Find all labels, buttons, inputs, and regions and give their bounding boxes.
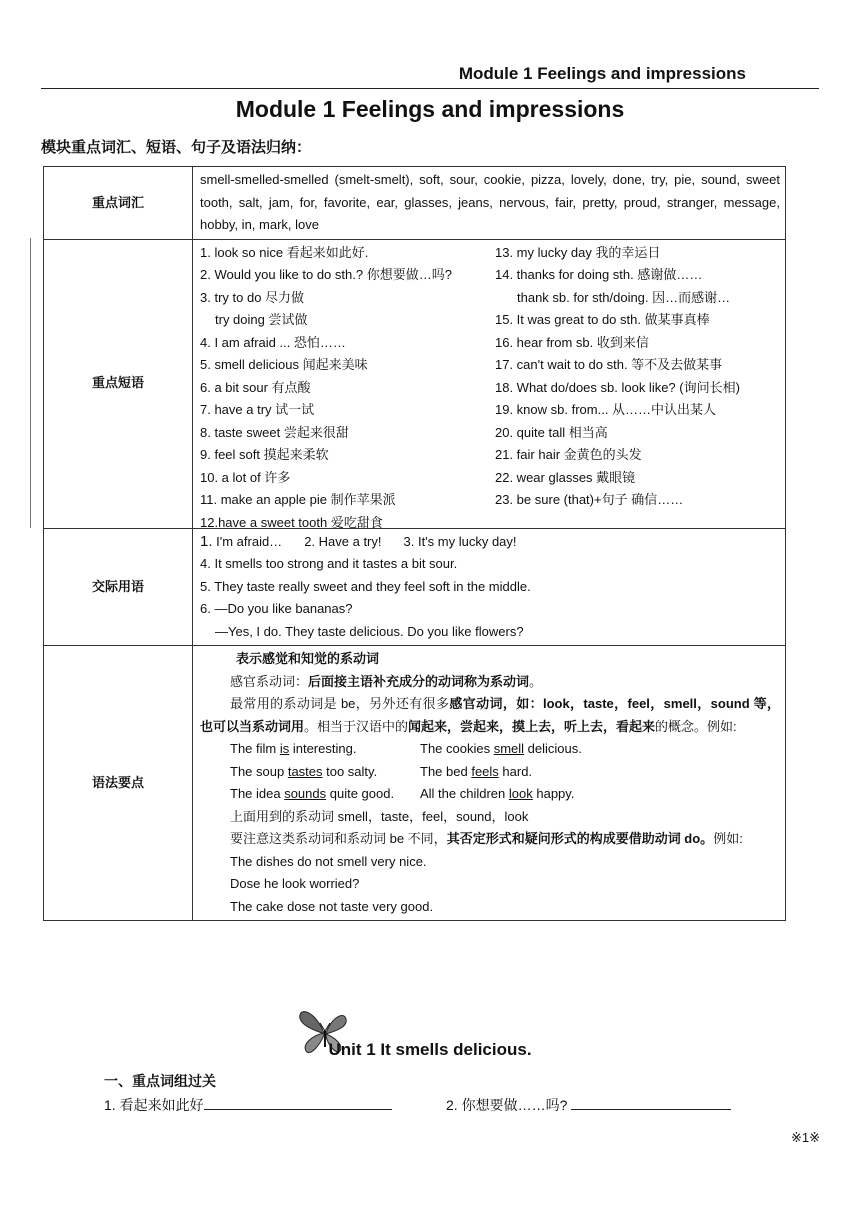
phrase-item: 17. can't wait to do sth. 等不及去做某事 [495, 357, 723, 372]
grammar-text: 要注意这类系动词和系动词 be 不同， [230, 831, 447, 846]
grammar-text-bold: 闻起来，尝起来，摸上去，听上去，看起来 [408, 718, 656, 734]
example-sentence: The dishes do not smell very nice. [230, 853, 427, 869]
example-sentence: The idea sounds quite good. [230, 786, 395, 801]
summary-table [43, 166, 786, 921]
example-sentence: The soup tastes too salty. [230, 763, 378, 779]
phrase-item: 4. I am afraid ... 恐怕…… [200, 334, 346, 350]
phrases-block [200, 242, 780, 530]
grammar-text-bold: 感官动词，如：look，taste，feel，smell，sound 等，也可以当系动词用 [200, 696, 780, 734]
grammar-text: 最常用的系动词是 be，另外还有很多 [230, 696, 450, 711]
example-row [200, 783, 780, 806]
dialogue-phrase: I'm afraid… [212, 533, 283, 549]
running-header-title: Module 1 Feelings and impressions [458, 64, 746, 83]
example-sentence: The cookies smell delicious. [420, 741, 582, 756]
vocab-text: smell-smelled-smelled (smelt-smelt), soft, sour, cookie, pizza, lovely, done, try, pie, sound, sweet tooth, salt, jam, for, favorite, ear, glasses, jeans, nervous, fair, pretty, proud, stranger, message, hobby, in, mark, love [193, 167, 786, 240]
exercise-prompt: 1. 看起来如此好 [104, 1097, 204, 1113]
phrase-item: 3. try to do 尽力做 [200, 289, 305, 305]
phrase-item: 6. a bit sour 有点酸 [200, 379, 311, 395]
example-sentence: All the children look happy. [420, 786, 575, 801]
unit-title: Unit 1 It smells delicious. [328, 1040, 532, 1059]
document-subtitle: 模块重点词汇、短语、句子及语法归纳： [41, 139, 312, 156]
answer-blank[interactable] [204, 1095, 392, 1110]
grammar-heading: 表示感觉和知觉的系动词 [236, 651, 380, 666]
document-title: Module 1 Feelings and impressions [235, 96, 625, 122]
vocab-row [44, 167, 786, 240]
grammar-text: 例如: [713, 831, 743, 846]
dialogue-row [44, 528, 786, 646]
phrase-item: 21. fair hair 金黄色的头发 [495, 447, 642, 462]
dialogue-line: 4. It smells too strong and it tastes a bit sour. [200, 556, 458, 571]
grammar-note [200, 828, 780, 851]
phrase-item: 15. It was great to do sth. 做某事真棒 [495, 312, 710, 327]
phrase-item: try doing 尝试做 [215, 312, 308, 327]
example-sentence: Dose he look worried? [230, 876, 360, 891]
example-row [200, 738, 780, 761]
example-sentence: The bed feels hard. [420, 763, 533, 779]
grammar-text: 的概念。例如: [655, 718, 737, 734]
example-sentence: The film is interesting. [230, 741, 357, 756]
phrase-item: 11. make an apple pie 制作苹果派 [200, 492, 396, 507]
dialogue-line: 5. They taste really sweet and they feel soft in the middle. [200, 578, 531, 594]
phrase-item: thank sb. for sth/doing. 因…而感谢… [517, 289, 731, 305]
page-number: ※1※ [790, 1130, 820, 1145]
phrase-item: 12.have a sweet tooth 爱吃甜食 [200, 514, 383, 530]
dialogue-phrase: 3. It's my lucky day! [403, 533, 517, 549]
dialogue-label: 交际用语 [44, 528, 193, 646]
dialogue-line: 6. —Do you like bananas? [200, 601, 353, 616]
vocab-label: 重点词汇 [44, 167, 193, 240]
grammar-summary: 上面用到的系动词 smell，taste，feel，sound，look [230, 808, 529, 824]
grammar-label: 语法要点 [44, 646, 193, 921]
phrase-item: 18. What do/does sb. look like? (询问长相) [495, 379, 740, 395]
exercise-item [446, 1095, 731, 1115]
phrase-item: 8. taste sweet 尝起来很甜 [200, 424, 349, 440]
section-heading: 一、重点词组过关 [104, 1073, 216, 1089]
exercise-item [104, 1095, 392, 1115]
phrase-item: 14. thanks for doing sth. 感谢做…… [495, 267, 703, 282]
phrases-left-column [200, 242, 452, 535]
phrase-item: 13. my lucky day 我的幸运日 [495, 244, 661, 260]
phrase-item: 10. a lot of 许多 [200, 469, 291, 485]
margin-line [30, 238, 31, 528]
exercise-prompt: 2. 你想要做……吗? [446, 1097, 572, 1113]
grammar-definition [200, 671, 780, 694]
phrases-label: 重点短语 [44, 239, 193, 528]
phrases-row [44, 239, 786, 528]
example-row [200, 761, 780, 784]
grammar-text: 。相当于汉语中的 [304, 718, 409, 734]
header-rule [41, 88, 819, 89]
dialogue-phrase: 2. Have a try! [304, 533, 382, 549]
dialogue-line: —Yes, I do. They taste delicious. Do you like flowers? [215, 623, 524, 639]
grammar-def-body: 后面接主语补充成分的动词称为系动词 [308, 673, 530, 689]
phrase-item: 1. look so nice 看起来如此好. [200, 244, 369, 260]
phrase-item: 7. have a try 试一试 [200, 402, 315, 417]
phrase-item: 9. feel soft 摸起来柔软 [200, 447, 329, 462]
phrase-item: 19. know sb. from... 从……中认出某人 [495, 402, 717, 417]
phrases-right-column [495, 242, 740, 512]
grammar-text-bold: 其否定形式和疑问形式的构成要借助动词 do。 [446, 831, 714, 846]
phrase-item: 20. quite tall 相当高 [495, 424, 608, 440]
dialogue-num: 1. [200, 532, 213, 550]
answer-blank[interactable] [571, 1095, 731, 1110]
phrase-item: 22. wear glasses 戴眼镜 [495, 469, 636, 485]
phrase-item: 16. hear from sb. 收到来信 [495, 334, 649, 350]
grammar-def-term: 感官系动词： [230, 673, 309, 689]
phrase-item: 2. Would you like to do sth.? 你想要做…吗? [200, 267, 452, 282]
grammar-def-end: 。 [529, 673, 543, 689]
example-sentence: The cake dose not taste very good. [230, 898, 434, 914]
grammar-row [44, 646, 786, 921]
phrase-item: 5. smell delicious 闻起来美味 [200, 357, 368, 372]
phrase-item: 23. be sure (that)+句子 确信…… [495, 492, 684, 507]
grammar-paragraph [200, 693, 780, 738]
